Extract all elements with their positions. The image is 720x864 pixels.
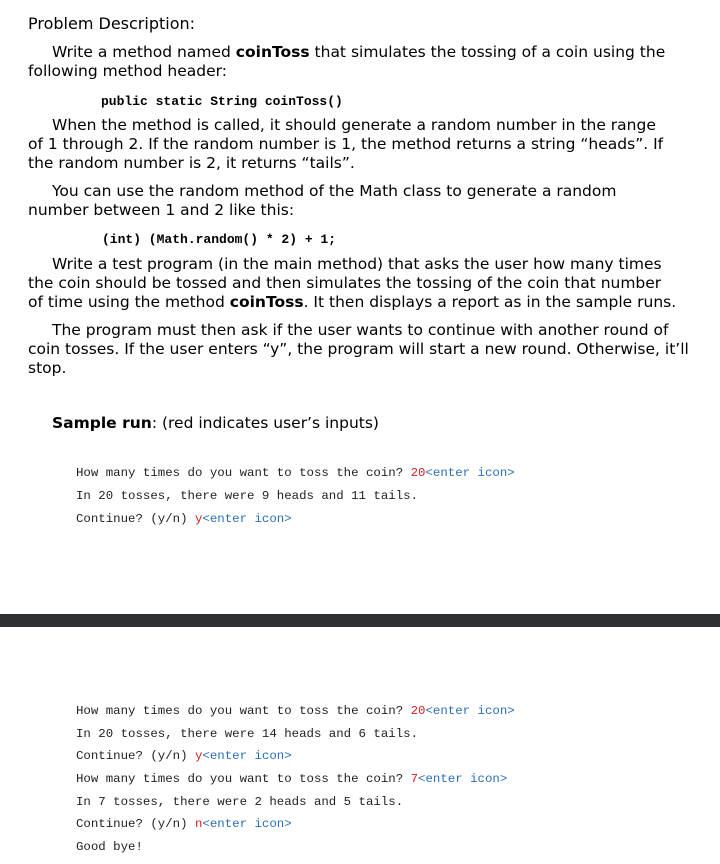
paragraph-random-hint: You can use the random method of the Math class to generate a random number between 1 and 2 like this: (28, 182, 617, 219)
user-input: n (194, 817, 203, 831)
method-name: coinToss (229, 293, 304, 311)
enter-icon: <enter icon> (425, 704, 515, 718)
console-line: In 20 tosses, there were 9 heads and 11 tails. (76, 489, 419, 503)
user-input: y (194, 749, 203, 763)
section-divider (0, 614, 720, 627)
method-header-code: public static String coinToss() (101, 94, 343, 109)
second-sample-run (0, 627, 720, 864)
paragraph-test-program: Write a test program (in the main method) that asks the user how many times the coin should be tossed and then simulates the tossing of the coin that number of time using the method coinToss. It then displays a report as in the sample runs. (28, 255, 677, 311)
enter-icon: <enter icon> (425, 466, 515, 480)
user-input: 20 (410, 704, 426, 718)
paragraph-method-behavior: When the method is called, it should generate a random number in the range of 1 through 2. If the random number is 1, the method returns a string “heads”. If the random number is 2, it returns “tails”. (28, 116, 664, 172)
console-line: Good bye! (76, 840, 143, 854)
paragraph-method-intro: Write a method named coinToss that simulates the tossing of a coin using the following method header: (28, 43, 666, 80)
enter-icon: <enter icon> (202, 512, 292, 526)
console-line: Continue? (y/n) y<enter icon> (76, 512, 292, 526)
paragraph-continue: The program must then ask if the user wants to continue with another round of coin tosses. If the user enters “y”, the program will start a new round. Otherwise, it’ll stop. (28, 321, 689, 377)
console-line: How many times do you want to toss the coin? 7<enter icon> (76, 772, 508, 786)
console-line: In 7 tosses, there were 2 heads and 5 tails. (76, 795, 404, 809)
section-title: Problem Description: (28, 14, 196, 33)
method-name: coinToss (235, 43, 310, 61)
sample-run-label: Sample run: (red indicates user’s inputs) (52, 414, 379, 432)
enter-icon: <enter icon> (202, 817, 292, 831)
enter-icon: <enter icon> (418, 772, 508, 786)
user-input: 7 (410, 772, 419, 786)
console-line: How many times do you want to toss the coin? 20<enter icon> (76, 704, 515, 718)
enter-icon: <enter icon> (202, 749, 292, 763)
console-line: In 20 tosses, there were 14 heads and 6 tails. (76, 727, 419, 741)
random-code: (int) (Math.random() * 2) + 1; (102, 232, 337, 247)
user-input: 20 (410, 466, 426, 480)
console-line: Continue? (y/n) n<enter icon> (76, 817, 292, 831)
console-line: Continue? (y/n) y<enter icon> (76, 749, 292, 763)
user-input: y (194, 512, 203, 526)
console-line: How many times do you want to toss the coin? 20<enter icon> (76, 466, 515, 480)
